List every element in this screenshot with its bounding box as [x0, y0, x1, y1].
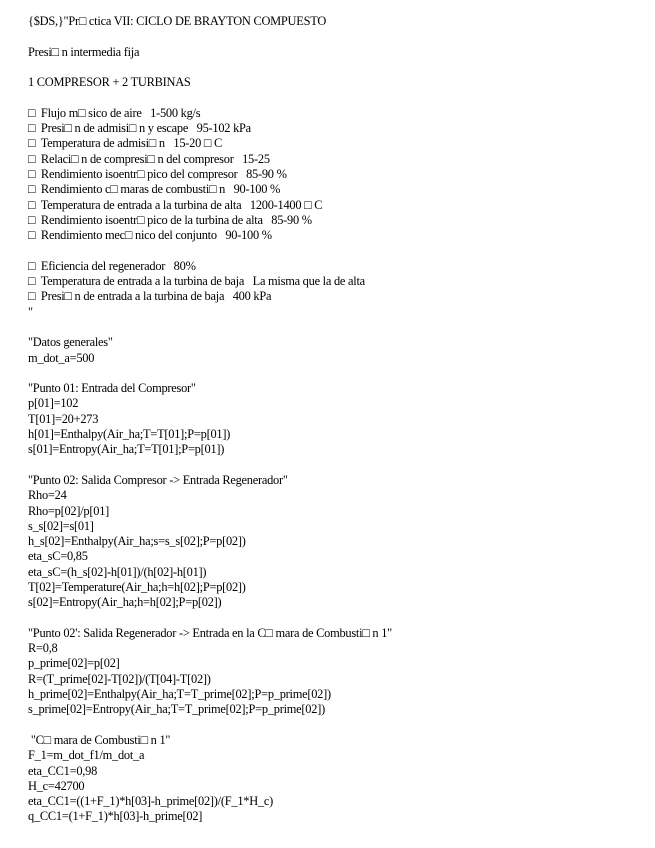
param-item: □ Presi□ n de entrada a la turbina de baja 400 kPa [28, 289, 272, 304]
code-line: p[01]=102 [28, 396, 79, 411]
code-line: H_c=42700 [28, 778, 85, 793]
code-line: p_prime[02]=p[02] [28, 656, 120, 671]
section-point-02-prime [28, 626, 638, 718]
param-item: □ Temperatura de entrada a la turbina de alta 1200-1400 □ C [28, 197, 323, 212]
code-line: s[01]=Entropy(Air_ha;T=T[01];P=p[01]) [28, 442, 225, 457]
code-line: h[01]=Enthalpy(Air_ha;T=T[01];P=p[01]) [28, 427, 231, 442]
code-line: R=0,8 [28, 641, 58, 656]
code-line: F_1=m_dot_f1/m_dot_a [28, 748, 145, 763]
code-line: Rho=p[02]/p[01] [28, 503, 110, 518]
section-comment: "Punto 01: Entrada del Compresor" [28, 381, 196, 396]
section-general [28, 335, 638, 366]
section-comment: "Punto 02': Salida Regenerador -> Entrada en la C□ mara de Combusti□ n 1" [28, 625, 392, 640]
section-comment: "Datos generales" [28, 335, 113, 350]
param-item: □ Temperatura de admisi□ n 15-20 □ C [28, 136, 222, 151]
code-line: T[01]=20+273 [28, 411, 99, 426]
param-item: □ Rendimiento mec□ nico del conjunto 90-100 % [28, 228, 272, 243]
code-line: s[02]=Entropy(Air_ha;h=h[02];P=p[02]) [28, 595, 222, 610]
param-item: □ Temperatura de entrada a la turbina de baja La misma que la de alta [28, 274, 365, 289]
section-combustion-chamber-1 [28, 733, 638, 825]
section-point-01 [28, 381, 638, 457]
code-line: h_s[02]=Enthalpy(Air_ha;s=s_s[02];P=p[02]) [28, 534, 246, 549]
parameter-list [28, 106, 638, 244]
section-comment: "Punto 02: Salida Compresor -> Entrada Regenerador" [28, 472, 288, 487]
document-page [28, 14, 638, 825]
subtitle-configuration: 1 COMPRESOR + 2 TURBINAS [28, 75, 191, 90]
code-line: eta_sC=0,85 [28, 549, 88, 564]
code-line: m_dot_a=500 [28, 350, 95, 365]
param-item: □ Flujo m□ sico de aire 1-500 kg/s [28, 105, 201, 120]
code-line: s_s[02]=s[01] [28, 518, 94, 533]
code-line: T[02]=Temperature(Air_ha;h=h[02];P=p[02]) [28, 579, 246, 594]
code-line: eta_CC1=((1+F_1)*h[03]-h_prime[02])/(F_1*H_c) [28, 794, 273, 809]
param-item: □ Rendimiento isoentr□ pico del compresor 85-90 % [28, 166, 287, 181]
param-item: □ Relaci□ n de compresi□ n del compresor 15-25 [28, 151, 270, 166]
code-line: eta_CC1=0,98 [28, 763, 98, 778]
param-item: □ Eficiencia del regenerador 80% [28, 258, 196, 273]
param-item: □ Rendimiento isoentr□ pico de la turbina de alta 85-90 % [28, 212, 312, 227]
code-line: q_CC1=(1+F_1)*h[03]-h_prime[02] [28, 809, 203, 824]
param-item: □ Rendimiento c□ maras de combusti□ n 90-100 % [28, 182, 281, 197]
comment-close: " [28, 304, 33, 319]
section-point-02 [28, 473, 638, 611]
code-line: h_prime[02]=Enthalpy(Air_ha;T=T_prime[02];P=p_prime[02]) [28, 687, 331, 702]
code-line: eta_sC=(h_s[02]-h[01])/(h[02]-h[01]) [28, 564, 207, 579]
section-comment: "C□ mara de Combusti□ n 1" [28, 732, 171, 747]
document-title: {$DS,}"Pr□ ctica VII: CICLO DE BRAYTON COMPUESTO [28, 14, 327, 28]
code-line: R=(T_prime[02]-T[02])/(T[04]-T[02]) [28, 671, 211, 686]
param-item: □ Presi□ n de admisi□ n y escape 95-102 kPa [28, 121, 251, 136]
code-line: s_prime[02]=Entropy(Air_ha;T=T_prime[02];P=p_prime[02]) [28, 702, 325, 717]
subtitle-intermediate-pressure: Presi□ n intermedia fija [28, 44, 140, 59]
parameter-list-2 [28, 259, 638, 320]
code-line: Rho=24 [28, 488, 67, 503]
